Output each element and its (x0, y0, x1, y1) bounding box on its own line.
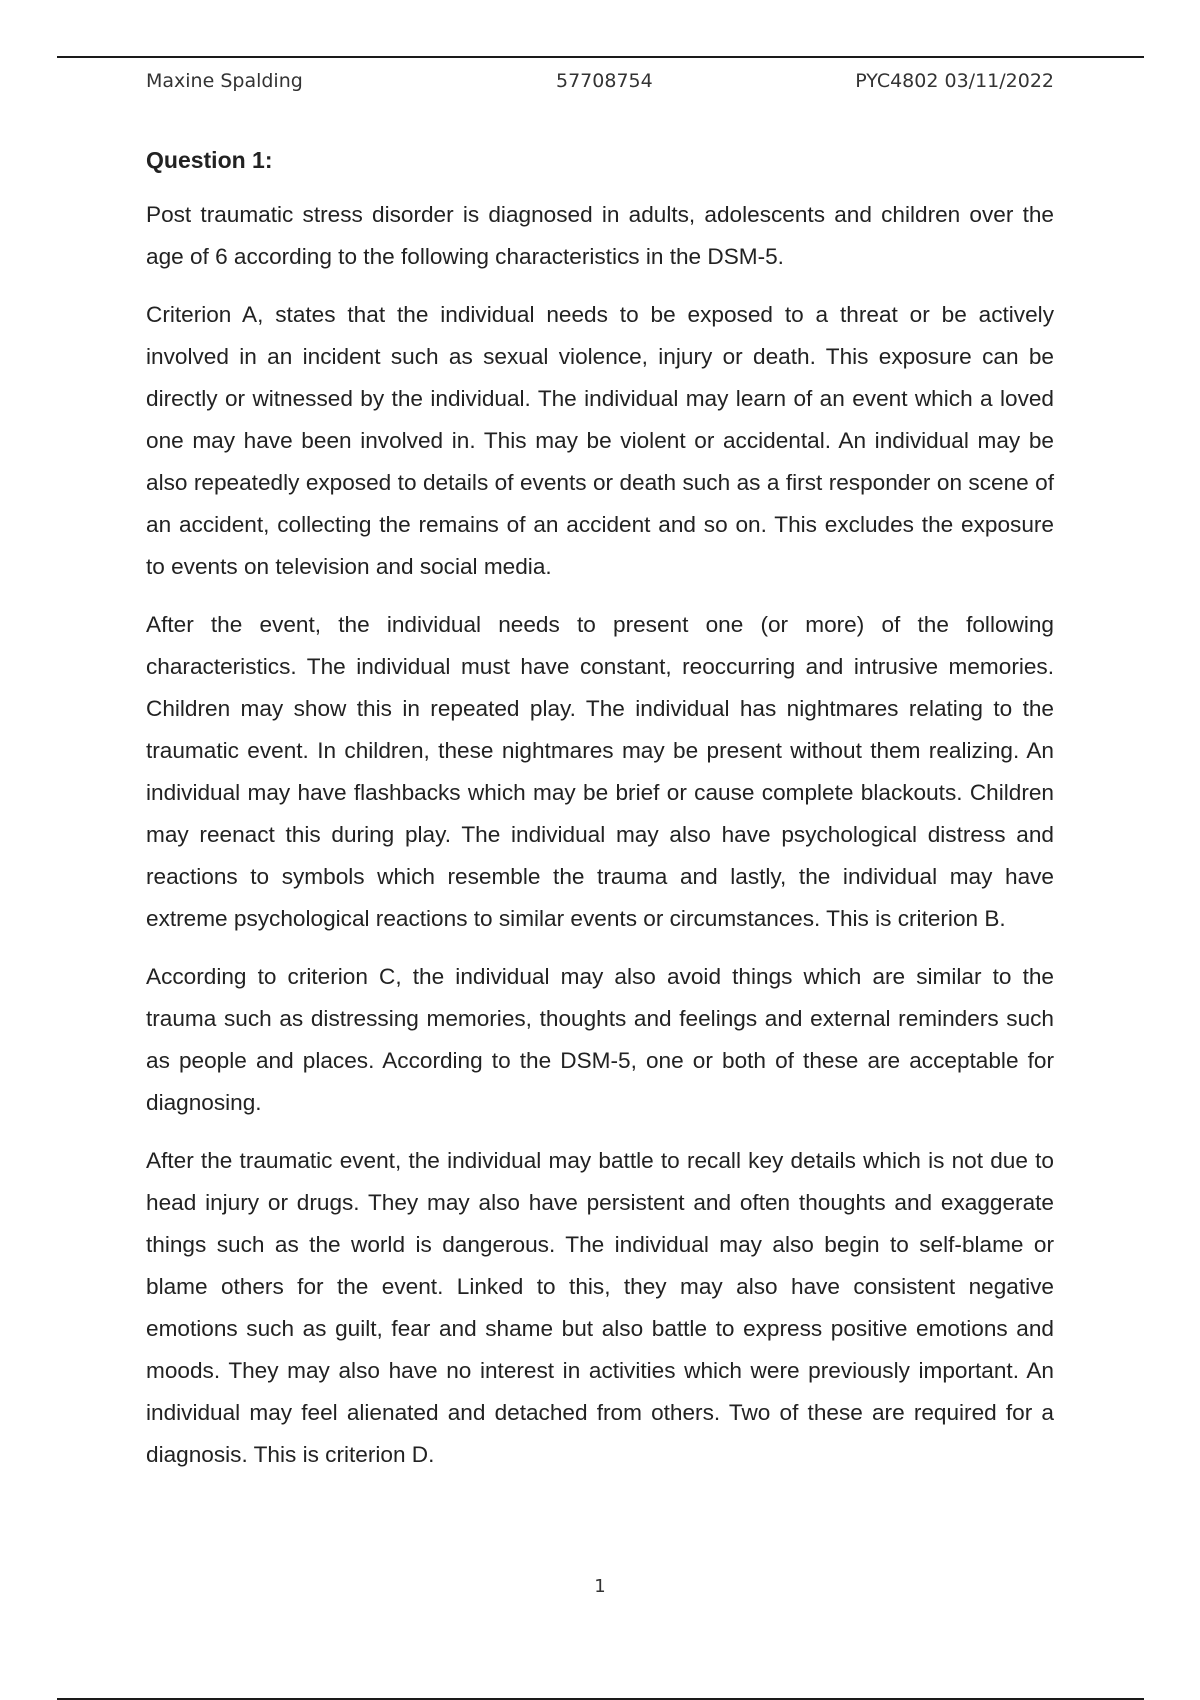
student-number: 57708754 (556, 70, 653, 92)
paragraph-criterion-c: According to criterion C, the individual may also avoid things which are similar to the trauma such as distressing memories, thoughts and feelings and external reminders such as people and places. According to the DSM-5, one or both of these are acceptable for diagnosing. (146, 964, 1054, 1115)
header-rule (57, 56, 1144, 58)
paragraph-intro: Post traumatic stress disorder is diagnosed in adults, adolescents and children over the age of 6 according to the following characteristics in the DSM-5. (146, 202, 1054, 269)
paragraph-criterion-a: Criterion A, states that the individual needs to be exposed to a threat or be actively involved in an incident such as sexual violence, injury or death. This exposure can be directly or witnessed by the individual. The individual may learn of an event which a loved one may have been involved in. This may be violent or accidental. An individual may be also repeatedly exposed to details of events or death such as a first responder on scene of an accident, collecting the remains of an accident and so on. This excludes the exposure to events on television and social media. (146, 302, 1054, 579)
page-header (146, 70, 1054, 100)
question-heading: Question 1: (146, 147, 273, 173)
course-code-date: PYC4802 03/11/2022 (855, 70, 1054, 92)
paragraph-criterion-b: After the event, the individual needs to present one (or more) of the following characteristics. The individual must have constant, reoccurring and intrusive memories. Children may show this in repeated play. The individual has nightmares relating to the traumatic event. In children, these nightmares may be present without them realizing. An individual may have flashbacks which may be brief or cause complete blackouts. Children may reenact this during play. The individual may also have psychological distress and reactions to symbols which resemble the trauma and lastly, the individual may have extreme psychological reactions to similar events or circumstances. This is criterion B. (146, 612, 1054, 931)
page-number: 1 (594, 1576, 606, 1597)
paragraph-criterion-d: After the traumatic event, the individual may battle to recall key details which is not due to head injury or drugs. They may also have persistent and often thoughts and exaggerate things such as the world is dangerous. The individual may also begin to self-blame or blame others for the event. Linked to this, they may also have consistent negative emotions such as guilt, fear and shame but also battle to express positive emotions and moods. They may also have no interest in activities which were previously important. An individual may feel alienated and detached from others. Two of these are required for a diagnosis. This is criterion D. (146, 1148, 1054, 1467)
author-name: Maxine Spalding (146, 70, 303, 92)
document-body (146, 146, 1054, 1492)
